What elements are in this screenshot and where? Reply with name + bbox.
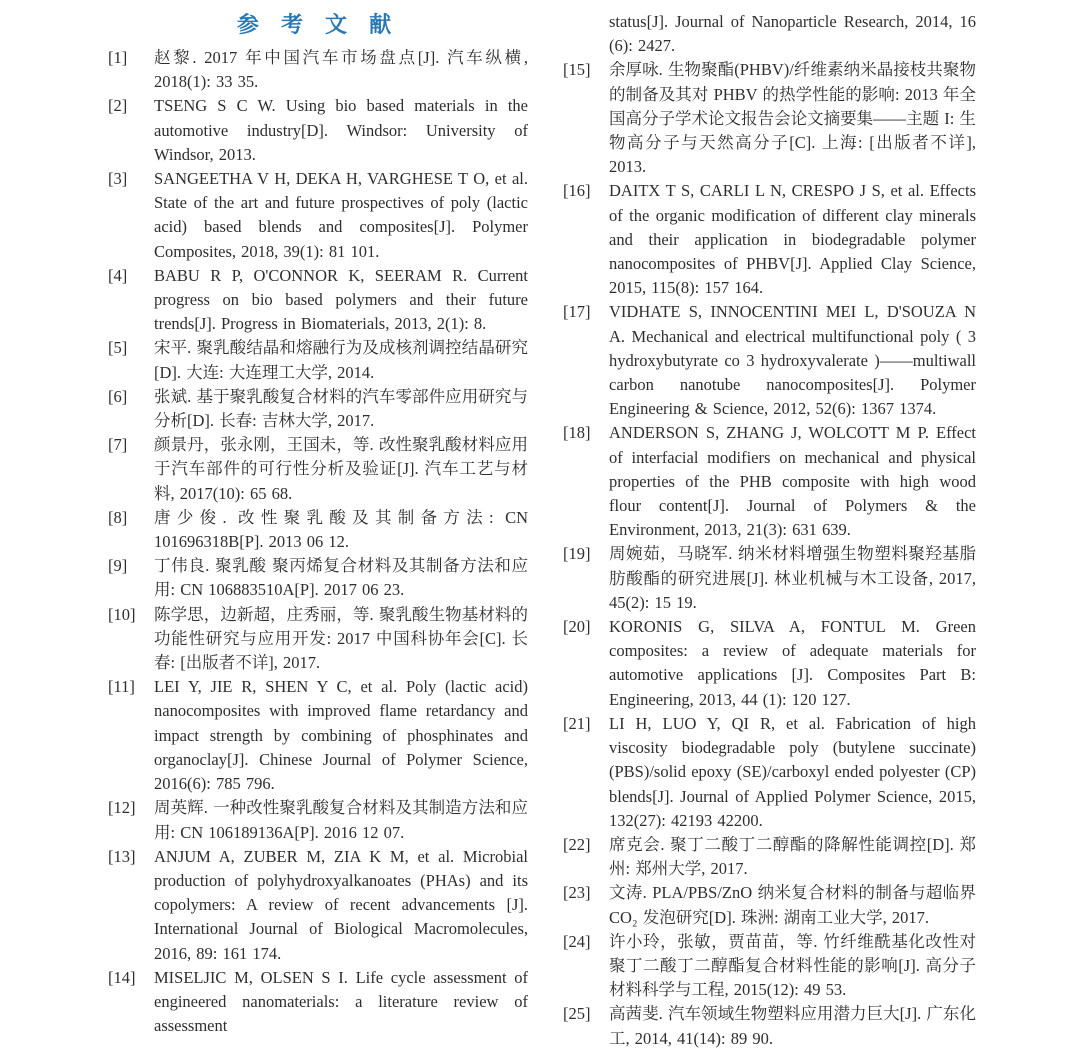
reference-item	[108, 385, 528, 433]
references-list-left	[108, 46, 528, 1038]
reference-text: 余厚咏. 生物聚酯(PHBV)/纤维素纳米晶接枝共聚物的制备及其对 PHBV 的热学性能的影响: 2013 年全国高分子学术论文报告会论文摘要集——主题 I: 生物高分子与天然高分子[C]. 上海: [出版者不详], 2013.	[609, 60, 976, 177]
reference-item	[108, 675, 528, 796]
reference-item	[563, 421, 976, 542]
reference-text: 赵黎. 2017 年中国汽车市场盘点[J]. 汽车纵横, 2018(1): 33 35.	[154, 48, 528, 92]
reference-number: [14]	[108, 967, 136, 987]
reference-text: KORONIS G, SILVA A, FONTUL M. Green composites: a review of adequate materials for automotive applications [J]. Composites Part B: Engineering, 2013, 44 (1): 120 127.	[609, 617, 976, 709]
reference-text: 周英辉. 一种改性聚乳酸复合材料及其制造方法和应用: CN 106189136A[P]. 2016 12 07.	[154, 798, 528, 842]
reference-text: 许小玲，张敏，贾苗苗，等. 竹纤维酰基化改性对聚丁二酸丁二醇酯复合材料性能的影响[J]. 高分子材料科学与工程, 2015(12): 49 53.	[609, 931, 976, 1000]
reference-item	[563, 833, 976, 881]
reference-item	[108, 336, 528, 384]
reference-number: [15]	[563, 60, 591, 80]
reference-number: [8]	[108, 507, 128, 527]
reference-item	[563, 712, 976, 833]
reference-text: LI H, LUO Y, QI R, et al. Fabrication of high viscosity biodegradable poly (butylene succinate)(PBS)/solid epoxy (SE)/carboxyl ended polyester (CP) blends[J]. Journal of Applied Polymer Science, 2015, 132(27): 42193 42200.	[609, 713, 976, 830]
reference-number: [18]	[563, 423, 591, 443]
reference-text: ANJUM A, ZUBER M, ZIA K M, et al. Microbial production of polyhydroxyalkanoates (PHAs) and its copolymers: A review of recent advancements [J]. International Journal of Biological Macromolecules, 2016, 89: 161 174.	[154, 846, 528, 963]
references-list-right	[563, 10, 976, 1051]
reference-number: [5]	[108, 338, 128, 358]
reference-text: status[J]. Journal of Nanoparticle Research, 2014, 16 (6): 2427.	[609, 12, 976, 56]
reference-number: [13]	[108, 846, 136, 866]
reference-text: SANGEETHA V H, DEKA H, VARGHESE T O, et al. State of the art and future prospectives of poly (lactic acid) based blends and composites[J]. Polymer Composites, 2018, 39(1): 81 101.	[154, 169, 528, 261]
reference-number: [1]	[108, 48, 128, 67]
reference-text: DAITX T S, CARLI L N, CRESPO J S, et al. Effects of the organic modification of different clay minerals and their application in biodegradable polymer nanocomposites of PHBV[J]. Applied Clay Science, 2015, 115(8): 157 164.	[609, 181, 976, 298]
reference-number: [20]	[563, 617, 591, 637]
reference-item	[563, 881, 976, 929]
reference-text: ANDERSON S, ZHANG J, WOLCOTT M P. Effect of interfacial modifiers on mechanical and physical properties of the PHB composite with high wood flour content[J]. Journal of Polymers & the Environment, 2013, 21(3): 631 639.	[609, 423, 976, 540]
reference-number: [2]	[108, 96, 128, 116]
reference-text: 周婉茹，马晓军. 纳米材料增强生物塑料聚羟基脂肪酸酯的研究进展[J]. 林业机械与木工设备, 2017, 45(2): 15 19.	[609, 544, 976, 612]
reference-number: [25]	[563, 1004, 591, 1024]
reference-text: 席克会. 聚丁二酸丁二醇酯的降解性能调控[D]. 郑州: 郑州大学, 2017.	[609, 834, 976, 879]
reference-number: [19]	[563, 544, 591, 564]
reference-number: [17]	[563, 302, 591, 322]
reference-text: MISELJIC M, OLSEN S I. Life cycle assessment of engineered nanomaterials: a literature review of assessment	[154, 967, 528, 1036]
reference-item	[108, 796, 528, 844]
reference-text: 宋平. 聚乳酸结晶和熔融行为及成核剂调控结晶研究[D]. 大连: 大连理工大学, 2014.	[154, 338, 528, 382]
reference-item	[563, 542, 976, 615]
reference-item	[563, 615, 976, 712]
reference-item	[108, 167, 528, 264]
reference-number: [16]	[563, 181, 591, 201]
reference-number: [6]	[108, 386, 128, 406]
reference-text: 高茜斐. 汽车领域生物塑料应用潜力巨大[J]. 广东化工, 2014, 41(14): 89 90.	[609, 1004, 976, 1048]
reference-number: [10]	[108, 604, 136, 624]
reference-number: [21]	[563, 713, 591, 733]
reference-number: [7]	[108, 435, 128, 455]
reference-text: VIDHATE S, INNOCENTINI MEI L, D'SOUZA N A. Mechanical and electrical multifunctional poly ( 3 hydroxybutyrate co 3 hydroxyvalerate )——multiwall carbon nanotube nanocomposites[J]. Polymer Engineering & Science, 2012, 52(6): 1367 1374.	[609, 302, 976, 419]
reference-text: BABU R P, O'CONNOR K, SEERAM R. Current progress on bio based polymers and their future trends[J]. Progress in Biomaterials, 2013, 2(1): 8.	[154, 265, 528, 334]
reference-text: TSENG S C W. Using bio based materials in the automotive industry[D]. Windsor: University of Windsor, 2013.	[154, 96, 528, 164]
reference-item	[563, 179, 976, 300]
reference-item	[108, 94, 528, 167]
reference-number: [12]	[108, 798, 136, 818]
reference-item	[108, 46, 528, 94]
reference-item	[563, 300, 976, 421]
reference-item	[108, 966, 528, 1039]
reference-number: [24]	[563, 931, 591, 951]
reference-number: [4]	[108, 265, 128, 285]
left-column	[108, 0, 528, 1038]
reference-item	[563, 58, 976, 179]
reference-number: [11]	[108, 677, 135, 697]
reference-text: 文涛. PLA/PBS/ZnO 纳米复合材料的制备与超临界 CO₂ 发泡研究[D]. 珠洲: 湖南工业大学, 2017.	[609, 883, 976, 927]
reference-item	[108, 554, 528, 602]
reference-number: [3]	[108, 169, 128, 189]
reference-number: [22]	[563, 834, 591, 854]
reference-item	[108, 264, 528, 337]
reference-text: 陈学思，边新超，庄秀丽，等. 聚乳酸生物基材料的功能性研究与应用开发: 2017 中国科协年会[C]. 长春: [出版者不详], 2017.	[154, 604, 528, 673]
reference-item	[108, 506, 528, 554]
reference-text: 唐少俊. 改性聚乳酸及其制备方法: CN 101696318B[P]. 2013 06 12.	[154, 507, 528, 552]
reference-item	[563, 1002, 976, 1050]
reference-item	[108, 845, 528, 966]
right-column	[563, 0, 976, 1051]
reference-item	[108, 433, 528, 506]
reference-number: [23]	[563, 883, 591, 903]
reference-text: 丁伟良. 聚乳酸 聚丙烯复合材料及其制备方法和应用: CN 106883510A[P]. 2017 06 23.	[154, 556, 528, 600]
reference-text: 张斌. 基于聚乳酸复合材料的汽车零部件应用研究与分析[D]. 长春: 吉林大学, 2017.	[154, 386, 528, 431]
reference-item	[563, 10, 976, 58]
references-title: 参 考 文 献	[236, 12, 400, 37]
reference-item	[563, 930, 976, 1003]
reference-item	[108, 603, 528, 676]
reference-text: 颜景丹，张永刚，王国未，等. 改性聚乳酸材料应用于汽车部件的可行性分析及验证[J]. 汽车工艺与材料, 2017(10): 65 68.	[154, 435, 528, 503]
reference-number: [9]	[108, 556, 128, 576]
reference-text: LEI Y, JIE R, SHEN Y C, et al. Poly (lactic acid) nanocomposites with improved flame retardancy and impact strength by combining of phosphinates and organoclay[J]. Chinese Journal of Polymer Science, 2016(6): 785 796.	[154, 677, 528, 794]
